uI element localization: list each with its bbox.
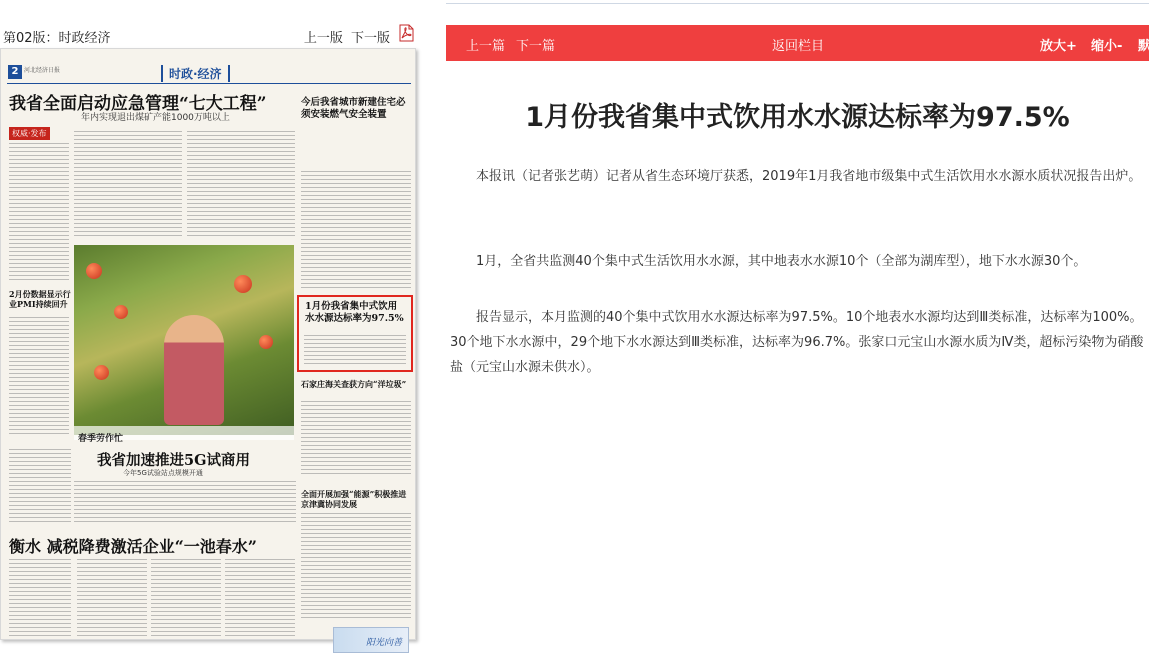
article-toolbar: [446, 25, 1149, 61]
paper-name: 河北经济日报: [24, 67, 61, 74]
text-column: [74, 481, 296, 525]
article-paragraph: 1月，全省共监测40个集中式生活饮用水水源，其中地表水水源10个（全部为湖库型），地下水水源30个。: [476, 254, 1087, 269]
newspaper-page[interactable]: [0, 48, 416, 648]
headline-hengshui[interactable]: 衡水 减税降费激活企业“一池春水”: [9, 537, 257, 556]
text-column: [301, 513, 411, 621]
default-size-button[interactable]: 默: [1138, 39, 1151, 54]
next-article-link[interactable]: 下一篇: [516, 39, 556, 54]
text-column: [225, 559, 295, 639]
text-column: [301, 171, 411, 289]
text-column: [9, 143, 69, 283]
text-column: [151, 559, 221, 639]
text-column: [187, 131, 295, 239]
prev-page-link[interactable]: 上一版: [303, 31, 343, 46]
text-column: [74, 131, 182, 239]
headline-right-3[interactable]: 全面开展加强“能源”积极推进京津冀协同发展: [301, 489, 407, 509]
highlighted-article-title: 1月份我省集中式饮用水水源达标率为97.5%: [305, 301, 404, 324]
highlighted-article[interactable]: [297, 295, 413, 372]
text-column: [9, 559, 71, 639]
article-title: 1月份我省集中式饮用水水源达标率为97.5%: [525, 102, 1070, 133]
header-rule: [7, 83, 411, 84]
edition-label: 第02版：时政经济: [3, 31, 111, 46]
text-column: [77, 559, 147, 639]
headline-5g-sub: 今年5G试验站点规模开通: [123, 469, 203, 477]
section-tag: 权威·发布: [9, 127, 50, 140]
text-column: [9, 449, 71, 525]
top-divider: [446, 3, 1149, 4]
farmer-figure: [164, 315, 224, 425]
article-paragraph: 本报讯（记者张艺萌）记者从省生态环境厅获悉，2019年1月我省地市级集中式生活饮用水水源水质状况报告出炉。: [476, 169, 1142, 184]
headline-right-2[interactable]: 石家庄海关查获方向“洋垃圾”: [301, 379, 407, 389]
pdf-icon[interactable]: [399, 24, 414, 42]
highlighted-article-text: [304, 335, 406, 367]
ad-text: 阳光向善: [365, 638, 402, 648]
headline-5g[interactable]: 我省加速推进5G试商用: [97, 452, 250, 469]
headline-main[interactable]: 我省全面启动应急管理“七大工程”: [9, 94, 267, 114]
section-title: 时政·经济: [161, 65, 230, 82]
zoom-out-button[interactable]: 缩小-: [1091, 39, 1123, 54]
page-number: 2: [8, 65, 22, 79]
text-column: [301, 401, 411, 477]
page-navigation: [300, 27, 390, 46]
advertisement[interactable]: [333, 627, 409, 653]
news-photo[interactable]: [74, 245, 294, 435]
headline-right[interactable]: 今后我省城市新建住宅必须安装燃气安全装置: [301, 97, 406, 120]
photo-caption-text: 春季劳作忙: [78, 434, 124, 444]
next-page-link[interactable]: 下一版: [350, 31, 390, 46]
photo-caption: [74, 426, 294, 444]
text-column: [9, 317, 69, 437]
page-header: [0, 24, 420, 46]
zoom-in-button[interactable]: 放大+: [1040, 39, 1077, 54]
back-to-section-link[interactable]: 返回栏目: [772, 39, 825, 54]
headline-main-sub: 年内实现退出煤矿产能1000万吨以上: [81, 113, 230, 123]
headline-left-small[interactable]: 2月份数据显示行业PMI持续回升: [9, 289, 71, 309]
article-paragraph: 报告显示，本月监测的40个集中式饮用水水源达标率为97.5%。10个地表水水源均达到Ⅲ类标准，达标率为100%。30个地下水水源中，29个地下水水源达到Ⅲ类标准，达标率为96.7%。张家口元宝山水源水质为Ⅳ类，超标污染物为硝酸盐（元宝山水源未供水）。: [450, 310, 1144, 375]
prev-article-link[interactable]: 上一篇: [466, 39, 506, 54]
